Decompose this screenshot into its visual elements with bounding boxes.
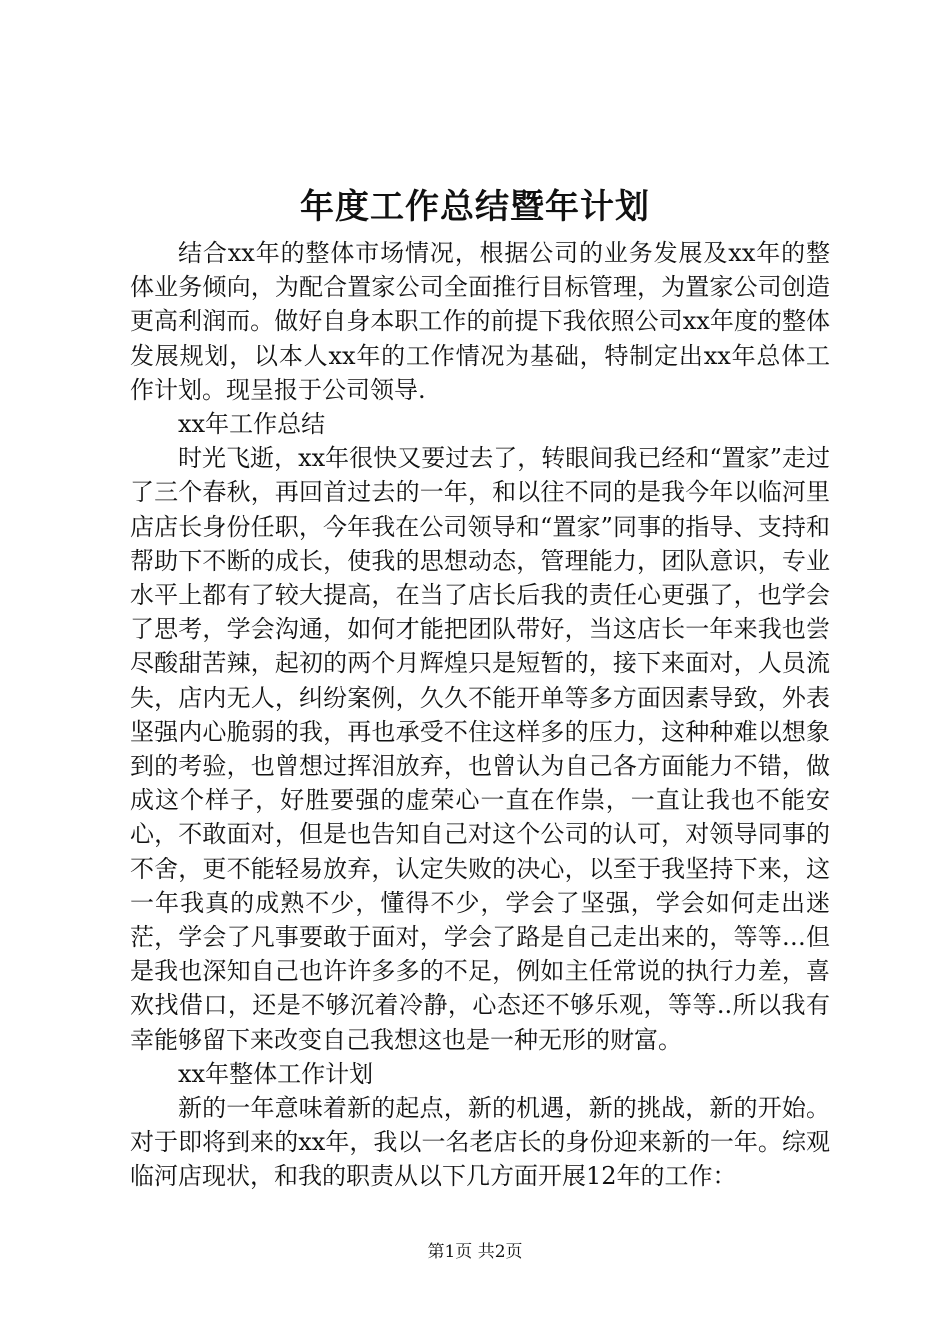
document-body bbox=[130, 236, 830, 1194]
section-heading-plan: xx年整体工作计划 bbox=[178, 1059, 374, 1088]
section-heading-summary: xx年工作总结 bbox=[178, 410, 326, 439]
intro-paragraph: 结合xx年的整体市场情况，根据公司的业务发展及xx年的整体业务倾向，为配合置家公司全面推行目标管理，为置家公司创造更高利润而。做好自身本职工作的前提下我依照公司xx年度的整体发展规划，以本人xx年的工作情况为基础，特制定出xx年总体工作计划。现呈报于公司领导. bbox=[130, 239, 830, 404]
summary-paragraph: 时光飞逝，xx年很快又要过去了，转眼间我已经和“置家”走过了三个春秋，再回首过去的一年，和以往不同的是我今年以临河里店店长身份任职，今年我在公司领导和“置家”同事的指导、支持和帮助下不断的成长，使我的思想动态，管理能力，团队意识，专业水平上都有了较大提高，在当了店长后我的责任心更强了，也学会了思考，学会沟通，如何才能把团队带好，当这店长一年来我也尝尽酸甜苦辣，起初的两个月辉煌只是短暂的，接下来面对，人员流失，店内无人，纠纷案例，久久不能开单等多方面因素导致，外表坚强内心脆弱的我，再也承受不住这样多的压力，这种种难以想象到的考验，也曾想过挥泪放弃，也曾认为自己各方面能力不错，做成这个样子，好胜要强的虚荣心一直在作祟，一直让我也不能安心，不敢面对，但是也告知自己对这个公司的认可，对领导同事的不舍，更不能轻易放弃，认定失败的决心，以至于我坚持下来，这一年我真的成熟不少，懂得不少，学会了坚强，学会如何走出迷茫，学会了凡事要敢于面对，学会了路是自己走出来的，等等…但是我也深知自己也许许多多的不足，例如主任常说的执行力差，喜欢找借口，还是不够沉着冷静，心态还不够乐观，等等..所以我有幸能够留下来改变自己我想这也是一种无形的财富。 bbox=[130, 444, 830, 1054]
page-footer: 第1页 共2页 bbox=[427, 1242, 523, 1262]
document-title: 年度工作总结暨年计划 bbox=[300, 187, 650, 227]
plan-paragraph: 新的一年意味着新的起点，新的机遇，新的挑战，新的开始。对于即将到来的xx年，我以一名老店长的身份迎来新的一年。综观临河店现状，和我的职责从以下几方面开展12年的工作： bbox=[130, 1094, 830, 1191]
